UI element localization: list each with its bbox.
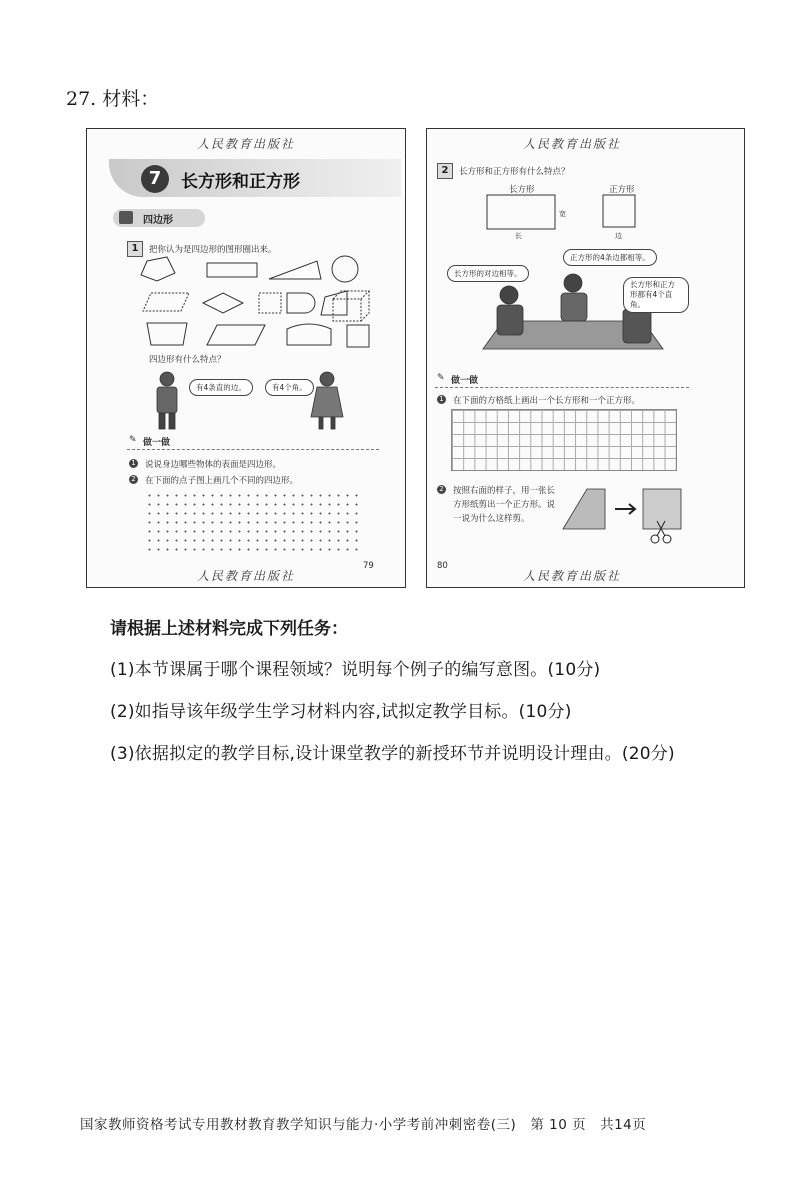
page-number: 79: [363, 561, 374, 571]
slanted-shape: [207, 325, 265, 345]
exercise-text: 长方形和正方形有什么特点？: [459, 167, 570, 177]
item-text: 在下面的点子图上画几个不同的四边形。: [145, 476, 299, 486]
rhombus-shape: [203, 293, 243, 313]
exercise-number: 2: [437, 163, 453, 179]
square-grid-paper: [451, 409, 677, 471]
publisher-header: 人民教育出版社: [197, 137, 296, 151]
pencil-icon: ✎: [129, 435, 137, 445]
item-text: 在下面的方格纸上画出一个长方形和一个正方形。: [453, 396, 641, 406]
doit-label: 做一做: [451, 376, 479, 386]
item-text: 按照右面的样子，用一张长方形纸剪出一个正方形。说一说为什么这样剪。: [453, 486, 556, 524]
task-item-1: (1)本节课属于哪个课程领域？说明每个例子的编写意图。(10分): [110, 660, 601, 680]
publisher-header: 人民教育出版社: [523, 137, 622, 151]
question-text: 四边形有什么特点？: [149, 355, 226, 365]
trapezoid-shape: [321, 291, 347, 315]
boy-figure: [160, 372, 174, 386]
square-figure: [603, 195, 635, 227]
textbook-page-79: [86, 128, 406, 588]
circle-shape: [332, 256, 358, 282]
page-footer: 国家教师资格考试专用教材教育教学知识与能力·小学考前冲刺密卷(三) 第 10 页 共14页: [80, 1117, 647, 1133]
parallelogram-shape: [143, 293, 189, 311]
task-item-2: (2)如指导该年级学生学习材料内容,试拟定教学目标。(10分): [110, 702, 572, 722]
page-number: 80: [437, 561, 448, 571]
speech-bubble: 长方形和正方形都有4个直角。: [623, 277, 689, 313]
item-text: 说说身边哪些物体的表面是四边形。: [145, 460, 282, 470]
speech-bubble: 有4个角。: [265, 379, 314, 396]
task-heading: 请根据上述材料完成下列任务：: [110, 619, 348, 639]
width-label: 宽: [559, 210, 566, 218]
item-number: 1: [129, 459, 138, 468]
rectangle-figure: [487, 195, 555, 229]
doit-label: 做一做: [143, 438, 171, 448]
item-number: 2: [129, 475, 138, 484]
triangle-shape: [269, 261, 321, 279]
item-number: 1: [437, 395, 446, 404]
item-number: 2: [437, 485, 446, 494]
long-rectangle-shape: [207, 263, 257, 277]
rounded-shape: [287, 293, 315, 313]
chapter-title: 长方形和正方形: [181, 172, 300, 192]
exercise-text: 把你认为是四边形的图形圈出来。: [149, 245, 277, 255]
publisher-footer: 人民教育出版社: [523, 569, 622, 583]
shapes-illustration: [137, 253, 387, 353]
divider: [127, 449, 379, 450]
small-square-shape: [259, 293, 281, 313]
length-label: 长: [515, 232, 522, 240]
publisher-footer: 人民教育出版社: [197, 569, 296, 583]
arrow-icon: [615, 504, 635, 514]
arc-shape: [287, 324, 331, 345]
square-shape: [347, 325, 369, 347]
dot-grid: [145, 491, 361, 553]
cuboid-shape: [333, 291, 369, 321]
girl-figure: [320, 372, 334, 386]
students-illustration: [149, 369, 349, 431]
section-title: 四边形: [143, 215, 173, 226]
divider: [435, 387, 689, 388]
folded-paper: [563, 489, 605, 529]
student-figure: [500, 286, 518, 304]
exercise-number: 1: [127, 241, 143, 257]
rectangle-label: 长方形: [509, 185, 535, 195]
cut-paper: [643, 489, 681, 529]
speech-bubble: 有4条直的边。: [189, 379, 253, 396]
speech-bubble: 正方形的4条边都相等。: [563, 249, 657, 266]
pencil-icon: ✎: [437, 373, 445, 383]
speech-bubble: 长方形的对边相等。: [447, 265, 529, 282]
book-icon: [119, 211, 133, 224]
trapezoid-shape-2: [147, 323, 187, 345]
task-item-3: (3)依据拟定的教学目标,设计课堂教学的新授环节并说明设计理由。(20分): [110, 744, 675, 764]
textbook-page-80: [426, 128, 745, 588]
side-label: 边: [615, 232, 622, 240]
square-label: 正方形: [609, 185, 635, 195]
pentagon-shape: [141, 257, 175, 281]
chapter-number: 7: [141, 165, 169, 193]
student-figure: [564, 274, 582, 292]
paper-cutting-illustration: [561, 485, 687, 547]
question-number: 27. 材料：: [66, 88, 160, 110]
